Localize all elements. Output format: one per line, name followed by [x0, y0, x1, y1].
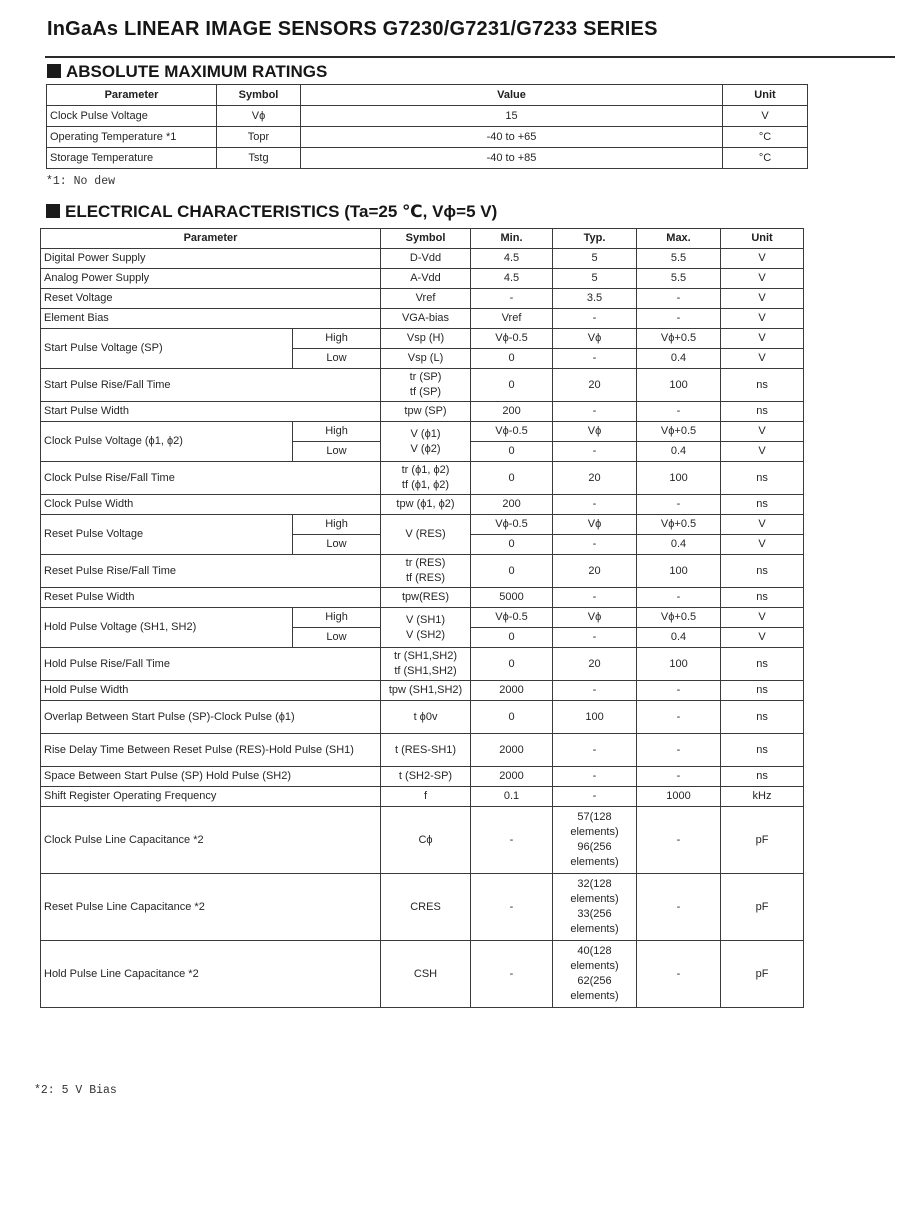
table-row	[41, 329, 804, 349]
cell-level-low: Low	[293, 442, 381, 462]
cell-typ: -	[553, 787, 637, 807]
cell-unit: ns	[721, 648, 804, 681]
cell-value: 15	[301, 106, 723, 127]
cell-max: -	[637, 588, 721, 608]
cell-max: 0.4	[637, 349, 721, 369]
cell-symbol: f	[381, 787, 471, 807]
cell-level-low: Low	[293, 349, 381, 369]
cell-symbol: tr (SH1,SH2) tf (SH1,SH2)	[381, 648, 471, 681]
cell-max: Vϕ+0.5	[637, 329, 721, 349]
cell-min: 200	[471, 495, 553, 515]
cell-min: 4.5	[471, 269, 553, 289]
cell-param: Reset Pulse Line Capacitance *2	[41, 874, 381, 941]
cell-param: Hold Pulse Line Capacitance *2	[41, 941, 381, 1008]
cell-symbol: V (ϕ1) V (ϕ2)	[381, 422, 471, 462]
cell-unit: °C	[723, 148, 808, 169]
cell-unit: V	[723, 106, 808, 127]
cell-max: 0.4	[637, 442, 721, 462]
cell-typ: 40(128 elements) 62(256 elements)	[553, 941, 637, 1008]
cell-min: Vϕ-0.5	[471, 329, 553, 349]
cell-max: Vϕ+0.5	[637, 608, 721, 628]
cell-max: -	[637, 941, 721, 1008]
col-header-unit: Unit	[721, 229, 804, 249]
title-rule	[45, 56, 895, 58]
elec-section-heading	[46, 202, 497, 222]
cell-symbol: CSH	[381, 941, 471, 1008]
cell-unit: V	[721, 608, 804, 628]
table-row	[41, 874, 804, 941]
cell-unit: V	[721, 329, 804, 349]
col-header-symbol: Symbol	[381, 229, 471, 249]
cell-typ: 20	[553, 555, 637, 588]
cell-param: Clock Pulse Rise/Fall Time	[41, 462, 381, 495]
cell-param: Operating Temperature *1	[47, 127, 217, 148]
cell-unit: V	[721, 249, 804, 269]
cell-unit: ns	[721, 701, 804, 734]
col-header-value: Value	[301, 85, 723, 106]
table-row	[41, 807, 804, 874]
cell-min: 2000	[471, 767, 553, 787]
abs-section-heading	[47, 62, 327, 82]
cell-param: Storage Temperature	[47, 148, 217, 169]
section-square-icon	[47, 64, 61, 78]
cell-unit: V	[721, 309, 804, 329]
cell-typ: -	[553, 402, 637, 422]
cell-typ: -	[553, 588, 637, 608]
table-row	[41, 309, 804, 329]
cell-param: Shift Register Operating Frequency	[41, 787, 381, 807]
table-row	[41, 555, 804, 588]
cell-param: Analog Power Supply	[41, 269, 381, 289]
col-header-symbol: Symbol	[217, 85, 301, 106]
cell-symbol: A-Vdd	[381, 269, 471, 289]
table-header-row	[41, 229, 804, 249]
cell-typ: 100	[553, 701, 637, 734]
table-row	[47, 148, 808, 169]
cell-min: 200	[471, 402, 553, 422]
cell-typ: -	[553, 495, 637, 515]
cell-level-high: High	[293, 422, 381, 442]
cell-max: 5.5	[637, 269, 721, 289]
cell-max: -	[637, 874, 721, 941]
cell-param: Digital Power Supply	[41, 249, 381, 269]
cell-symbol: VGA-bias	[381, 309, 471, 329]
cell-param: Reset Pulse Width	[41, 588, 381, 608]
cell-param: Element Bias	[41, 309, 381, 329]
cell-param: Reset Voltage	[41, 289, 381, 309]
cell-max: 100	[637, 462, 721, 495]
cell-typ: 20	[553, 369, 637, 402]
cell-level-low: Low	[293, 535, 381, 555]
table-row	[41, 787, 804, 807]
table-row	[47, 127, 808, 148]
cell-level-high: High	[293, 515, 381, 535]
cell-typ: 5	[553, 269, 637, 289]
cell-unit: ns	[721, 402, 804, 422]
cell-param: Start Pulse Width	[41, 402, 381, 422]
elec-footnote: *2: 5 V Bias	[34, 1084, 117, 1097]
table-row	[41, 249, 804, 269]
cell-symbol: CRES	[381, 874, 471, 941]
col-header-unit: Unit	[723, 85, 808, 106]
cell-min: -	[471, 941, 553, 1008]
cell-unit: V	[721, 515, 804, 535]
cell-min: Vϕ-0.5	[471, 422, 553, 442]
cell-unit: ns	[721, 495, 804, 515]
cell-typ: 57(128 elements) 96(256 elements)	[553, 807, 637, 874]
cell-unit: ns	[721, 734, 804, 767]
cell-min: -	[471, 874, 553, 941]
cell-typ: 32(128 elements) 33(256 elements)	[553, 874, 637, 941]
cell-max: Vϕ+0.5	[637, 422, 721, 442]
cell-min: 0.1	[471, 787, 553, 807]
cell-symbol: tr (RES) tf (RES)	[381, 555, 471, 588]
cell-min: -	[471, 807, 553, 874]
cell-unit: V	[721, 289, 804, 309]
cell-unit: pF	[721, 874, 804, 941]
cell-symbol: Vsp (H)	[381, 329, 471, 349]
cell-param: Space Between Start Pulse (SP) Hold Pulse (SH2)	[41, 767, 381, 787]
cell-unit: pF	[721, 807, 804, 874]
table-row	[41, 515, 804, 535]
cell-param: Overlap Between Start Pulse (SP)-Clock Pulse (ϕ1)	[41, 701, 381, 734]
cell-max: -	[637, 402, 721, 422]
cell-min: 2000	[471, 734, 553, 767]
cell-symbol: V (RES)	[381, 515, 471, 555]
elec-heading-text: ELECTRICAL CHARACTERISTICS (Ta=25 ℃, Vϕ=5 V)	[65, 202, 498, 221]
cell-unit: °C	[723, 127, 808, 148]
col-header-min: Min.	[471, 229, 553, 249]
cell-param: Hold Pulse Rise/Fall Time	[41, 648, 381, 681]
cell-min: Vϕ-0.5	[471, 515, 553, 535]
cell-unit: ns	[721, 555, 804, 588]
cell-unit: V	[721, 422, 804, 442]
cell-typ: Vϕ	[553, 608, 637, 628]
cell-value: -40 to +65	[301, 127, 723, 148]
cell-unit: pF	[721, 941, 804, 1008]
cell-symbol: D-Vdd	[381, 249, 471, 269]
table-row	[41, 608, 804, 628]
cell-symbol: Vϕ	[217, 106, 301, 127]
cell-max: Vϕ+0.5	[637, 515, 721, 535]
cell-min: 0	[471, 628, 553, 648]
cell-param: Reset Pulse Rise/Fall Time	[41, 555, 381, 588]
cell-value: -40 to +85	[301, 148, 723, 169]
cell-param: Rise Delay Time Between Reset Pulse (RES)-Hold Pulse (SH1)	[41, 734, 381, 767]
cell-param: Clock Pulse Voltage (ϕ1, ϕ2)	[41, 422, 293, 462]
cell-min: 0	[471, 349, 553, 369]
cell-max: -	[637, 681, 721, 701]
cell-max: 5.5	[637, 249, 721, 269]
cell-max: 100	[637, 369, 721, 402]
cell-symbol: Vsp (L)	[381, 349, 471, 369]
cell-min: Vϕ-0.5	[471, 608, 553, 628]
cell-min: 5000	[471, 588, 553, 608]
cell-symbol: Cϕ	[381, 807, 471, 874]
cell-max: -	[637, 289, 721, 309]
cell-max: -	[637, 767, 721, 787]
cell-unit: V	[721, 269, 804, 289]
cell-typ: -	[553, 535, 637, 555]
cell-typ: Vϕ	[553, 515, 637, 535]
cell-min: -	[471, 289, 553, 309]
absolute-maximum-ratings-table	[46, 84, 808, 169]
cell-unit: ns	[721, 462, 804, 495]
cell-typ: Vϕ	[553, 422, 637, 442]
cell-typ: Vϕ	[553, 329, 637, 349]
cell-symbol: V (SH1) V (SH2)	[381, 608, 471, 648]
abs-footnote: *1: No dew	[46, 175, 116, 188]
cell-typ: 20	[553, 648, 637, 681]
cell-max: -	[637, 807, 721, 874]
cell-unit: ns	[721, 681, 804, 701]
cell-param: Clock Pulse Width	[41, 495, 381, 515]
cell-unit: V	[721, 535, 804, 555]
electrical-characteristics-table	[40, 228, 804, 1008]
table-header-row	[47, 85, 808, 106]
cell-min: 0	[471, 442, 553, 462]
cell-max: 100	[637, 648, 721, 681]
cell-max: 0.4	[637, 535, 721, 555]
cell-min: 0	[471, 648, 553, 681]
cell-typ: -	[553, 309, 637, 329]
cell-min: 0	[471, 462, 553, 495]
table-row	[41, 734, 804, 767]
cell-symbol: tpw (ϕ1, ϕ2)	[381, 495, 471, 515]
table-row	[41, 402, 804, 422]
col-header-typ: Typ.	[553, 229, 637, 249]
cell-symbol: tpw (SP)	[381, 402, 471, 422]
cell-symbol: Vref	[381, 289, 471, 309]
table-row	[41, 495, 804, 515]
cell-unit: V	[721, 442, 804, 462]
cell-param: Clock Pulse Voltage	[47, 106, 217, 127]
cell-symbol: tr (ϕ1, ϕ2) tf (ϕ1, ϕ2)	[381, 462, 471, 495]
table-row	[41, 422, 804, 442]
cell-max: 100	[637, 555, 721, 588]
page-title: InGaAs LINEAR IMAGE SENSORS G7230/G7231/G7233 SERIES	[47, 18, 658, 40]
cell-symbol: tpw (SH1,SH2)	[381, 681, 471, 701]
cell-symbol: t (SH2-SP)	[381, 767, 471, 787]
cell-symbol: tr (SP) tf (SP)	[381, 369, 471, 402]
abs-heading-text: ABSOLUTE MAXIMUM RATINGS	[66, 62, 328, 81]
cell-param: Reset Pulse Voltage	[41, 515, 293, 555]
cell-param: Start Pulse Rise/Fall Time	[41, 369, 381, 402]
cell-param: Clock Pulse Line Capacitance *2	[41, 807, 381, 874]
table-row	[47, 106, 808, 127]
cell-min: 0	[471, 369, 553, 402]
cell-typ: 3.5	[553, 289, 637, 309]
col-header-parameter: Parameter	[41, 229, 381, 249]
table-row	[41, 941, 804, 1008]
cell-min: Vref	[471, 309, 553, 329]
cell-unit: V	[721, 628, 804, 648]
cell-min: 2000	[471, 681, 553, 701]
cell-symbol: tpw(RES)	[381, 588, 471, 608]
table-row	[41, 648, 804, 681]
col-header-max: Max.	[637, 229, 721, 249]
col-header-parameter: Parameter	[47, 85, 217, 106]
cell-level-high: High	[293, 608, 381, 628]
table-row	[41, 369, 804, 402]
cell-typ: -	[553, 734, 637, 767]
table-row	[41, 462, 804, 495]
cell-unit: kHz	[721, 787, 804, 807]
table-row	[41, 588, 804, 608]
cell-unit: V	[721, 349, 804, 369]
cell-max: 0.4	[637, 628, 721, 648]
cell-min: 0	[471, 535, 553, 555]
cell-unit: ns	[721, 767, 804, 787]
table-row	[41, 767, 804, 787]
cell-param: Start Pulse Voltage (SP)	[41, 329, 293, 369]
cell-typ: -	[553, 681, 637, 701]
cell-max: 1000	[637, 787, 721, 807]
cell-symbol: Tstg	[217, 148, 301, 169]
cell-min: 4.5	[471, 249, 553, 269]
cell-typ: 5	[553, 249, 637, 269]
cell-max: -	[637, 495, 721, 515]
cell-symbol: t ϕ0v	[381, 701, 471, 734]
table-row	[41, 289, 804, 309]
cell-symbol: Topr	[217, 127, 301, 148]
cell-typ: 20	[553, 462, 637, 495]
cell-typ: -	[553, 442, 637, 462]
cell-max: -	[637, 309, 721, 329]
cell-typ: -	[553, 767, 637, 787]
cell-param: Hold Pulse Voltage (SH1, SH2)	[41, 608, 293, 648]
cell-level-high: High	[293, 329, 381, 349]
table-row	[41, 681, 804, 701]
table-row	[41, 269, 804, 289]
cell-level-low: Low	[293, 628, 381, 648]
cell-max: -	[637, 734, 721, 767]
cell-typ: -	[553, 628, 637, 648]
section-square-icon	[46, 204, 60, 218]
cell-unit: ns	[721, 588, 804, 608]
cell-unit: ns	[721, 369, 804, 402]
cell-max: -	[637, 701, 721, 734]
cell-param: Hold Pulse Width	[41, 681, 381, 701]
cell-typ: -	[553, 349, 637, 369]
table-row	[41, 701, 804, 734]
cell-min: 0	[471, 701, 553, 734]
cell-min: 0	[471, 555, 553, 588]
cell-symbol: t (RES-SH1)	[381, 734, 471, 767]
